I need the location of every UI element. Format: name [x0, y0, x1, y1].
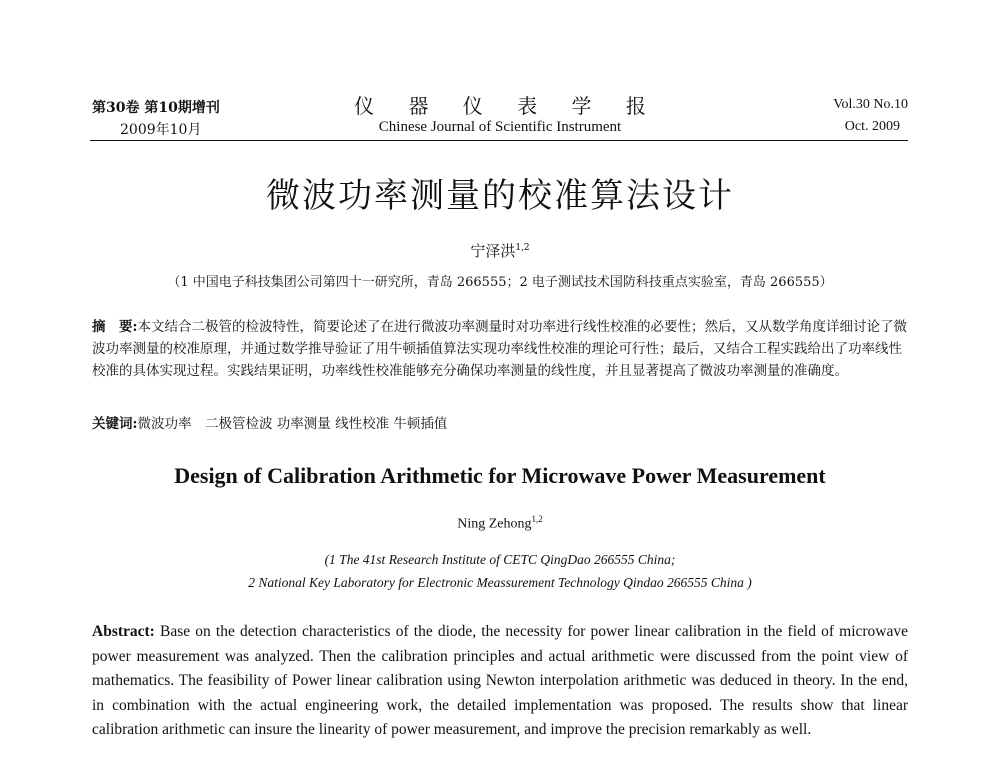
volume-number-en: Vol.30 No.10 — [833, 97, 908, 112]
abstract-cn — [92, 316, 910, 382]
author-name-cn: 宁泽洪 — [470, 242, 516, 260]
affiliation-en-line2: 2 National Key Laboratory for Electronic Meassurement Technology Qindao 266555 China ) — [248, 575, 752, 590]
abstract-cn-label: 摘 要: — [92, 319, 138, 335]
volume-issue: 第30卷 第10期增刊 — [92, 100, 220, 116]
abstract-en-text: Base on the detection characteristics of the diode, the necessity for power linear calibration in the field of microwave power measurement was analyzed. Then the calibration principles and actual arithmetic were discussed from the point view of mathematics. The feasibility of Power linear calibration using Newton interpolation arithmetic was deduced in theory. In the end, in combination with the actual engineering work, the detailed implementation was proposed. The results show that linear calibration arithmetic can insure the linearity of power measurement, and improve the precision remarkably as well. — [92, 623, 909, 738]
author-name-en: Ning Zehong — [457, 516, 532, 532]
journal-name-en: Chinese Journal of Scientific Instrument — [378, 119, 622, 135]
author-cn — [0, 240, 1000, 261]
author-en — [0, 514, 1000, 533]
affiliation-en-line1: (1 The 41st Research Institute of CETC QingDao 266555 China; — [324, 552, 676, 567]
issue-date-cn: 2009年10月 — [120, 122, 202, 138]
affiliation-cn: （1 中国电子科技集团公司第四十一研究所，青岛 266555；2 电子测试技术国防科技重点实验室，青岛 266555） — [167, 275, 833, 290]
author-affiliation-marker-cn: 1,2 — [515, 243, 530, 253]
keywords-cn-label: 关键词: — [92, 416, 138, 432]
paper-title-cn: 微波功率测量的校准算法设计 — [266, 176, 734, 216]
keywords-cn — [92, 413, 910, 435]
abstract-cn-text: 本文结合二极管的检波特性，简要论述了在进行微波功率测量时对功率进行线性校准的必要性；然后，又从数学角度详细讨论了微波功率测量的校准原理，并通过数学推导验证了用牛顿插值算法实现功率线性校准的理论可行性；最后，又结合工程实践给出了功率线性校准的具体实现过程。实践结果证明，功率线性校准能够充分确保功率测量的线性度，并且显著提高了微波功率测量的准确度。 — [92, 319, 907, 379]
abstract-en-label: Abstract: — [92, 623, 155, 640]
journal-name-cn: 仪 器 仪 表 学 报 — [354, 94, 660, 118]
abstract-en — [92, 620, 908, 743]
header-rule — [90, 140, 908, 141]
keywords-cn-text: 微波功率 二极管检波 功率测量 线性校准 牛顿插值 — [137, 416, 448, 432]
issue-date-en: Oct. 2009 — [844, 119, 900, 134]
paper-title-en: Design of Calibration Arithmetic for Microwave Power Measurement — [174, 463, 826, 488]
author-affiliation-marker-en: 1,2 — [531, 514, 543, 524]
